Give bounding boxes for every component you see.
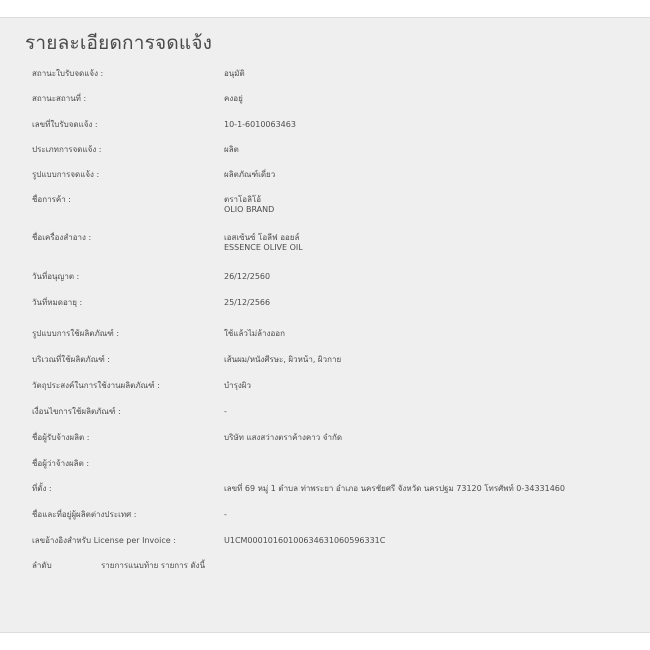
field-label: รูปแบบการจดแจ้ง : bbox=[32, 170, 100, 179]
field-label: เลขอ้างอิงสำหรับ License per Invoice : bbox=[32, 536, 176, 545]
field-label: ชื่อผู้รับจ้างผลิต : bbox=[32, 433, 90, 442]
field-value: บำรุงผิว bbox=[224, 381, 251, 390]
field-value: 26/12/2560 bbox=[224, 272, 271, 281]
field-label: ชื่อเครื่องสำอาง : bbox=[32, 233, 92, 242]
field-label: สถานะสถานที่ : bbox=[32, 94, 87, 103]
field-value: เส้นผม/หนังศีรษะ, ผิวหน้า, ผิวกาย bbox=[224, 355, 342, 364]
attachment-text: รายการแนบท้าย รายการ ดังนี้ bbox=[101, 561, 206, 570]
field-value-line: OLIO BRAND bbox=[224, 205, 275, 214]
field-value: ผลิตภัณฑ์เดี่ยว bbox=[224, 170, 276, 179]
field-value: คงอยู่ bbox=[224, 94, 243, 103]
field-label: ชื่อผู้ว่าจ้างผลิต : bbox=[32, 459, 90, 468]
attachment-label: ลำดับ bbox=[32, 561, 52, 570]
field-value: ใช้แล้วไม่ล้างออก bbox=[224, 329, 285, 338]
field-label: สถานะใบรับจดแจ้ง : bbox=[32, 69, 104, 78]
field-value-line: เอสเซ้นซ์ โอลีฟ ออยล์ bbox=[224, 233, 300, 242]
field-label: ชื่อการค้า : bbox=[32, 195, 71, 204]
field-label: บริเวณที่ใช้ผลิตภัณฑ์ : bbox=[32, 355, 110, 364]
field-value: เลขที่ 69 หมู่ 1 ตำบล ท่าพระยา อำเภอ นครชัยศรี จังหวัด นครปฐม 73120 โทรศัพท์ 0-34331460 bbox=[224, 484, 565, 493]
field-value: อนุมัติ bbox=[224, 69, 245, 78]
field-label: ที่ตั้ง : bbox=[32, 484, 52, 493]
field-value bbox=[224, 233, 303, 253]
field-label: ชื่อและที่อยู่ผู้ผลิตต่างประเทศ : bbox=[32, 510, 137, 519]
field-value-line: ESSENCE OLIVE OIL bbox=[224, 243, 303, 252]
details-panel bbox=[0, 17, 650, 633]
field-value: 10-1-6010063463 bbox=[224, 120, 296, 129]
field-label: รูปแบบการใช้ผลิตภัณฑ์ : bbox=[32, 329, 120, 338]
field-value: - bbox=[224, 510, 227, 519]
page-title: รายละเอียดการจดแจ้ง bbox=[25, 32, 213, 54]
field-value: - bbox=[224, 407, 227, 416]
field-value: 25/12/2566 bbox=[224, 298, 271, 307]
field-value: U1CM00010160100634631060596331C bbox=[224, 536, 386, 545]
field-value-line: ตราโอลิโอ้ bbox=[224, 195, 262, 204]
field-value: ผลิต bbox=[224, 145, 239, 154]
field-label: วัตถุประสงค์ในการใช้งานผลิตภัณฑ์ : bbox=[32, 381, 160, 390]
field-label: ประเภทการจดแจ้ง : bbox=[32, 145, 102, 154]
field-value: บริษัท แสงสว่างตราค้างคาว จำกัด bbox=[224, 433, 343, 442]
field-label: เงื่อนไขการใช้ผลิตภัณฑ์ : bbox=[32, 407, 121, 416]
field-value bbox=[224, 195, 274, 215]
field-label: วันที่หมดอายุ : bbox=[32, 298, 83, 307]
field-label: เลขที่ใบรับจดแจ้ง : bbox=[32, 120, 98, 129]
field-label: วันที่อนุญาต : bbox=[32, 272, 80, 281]
